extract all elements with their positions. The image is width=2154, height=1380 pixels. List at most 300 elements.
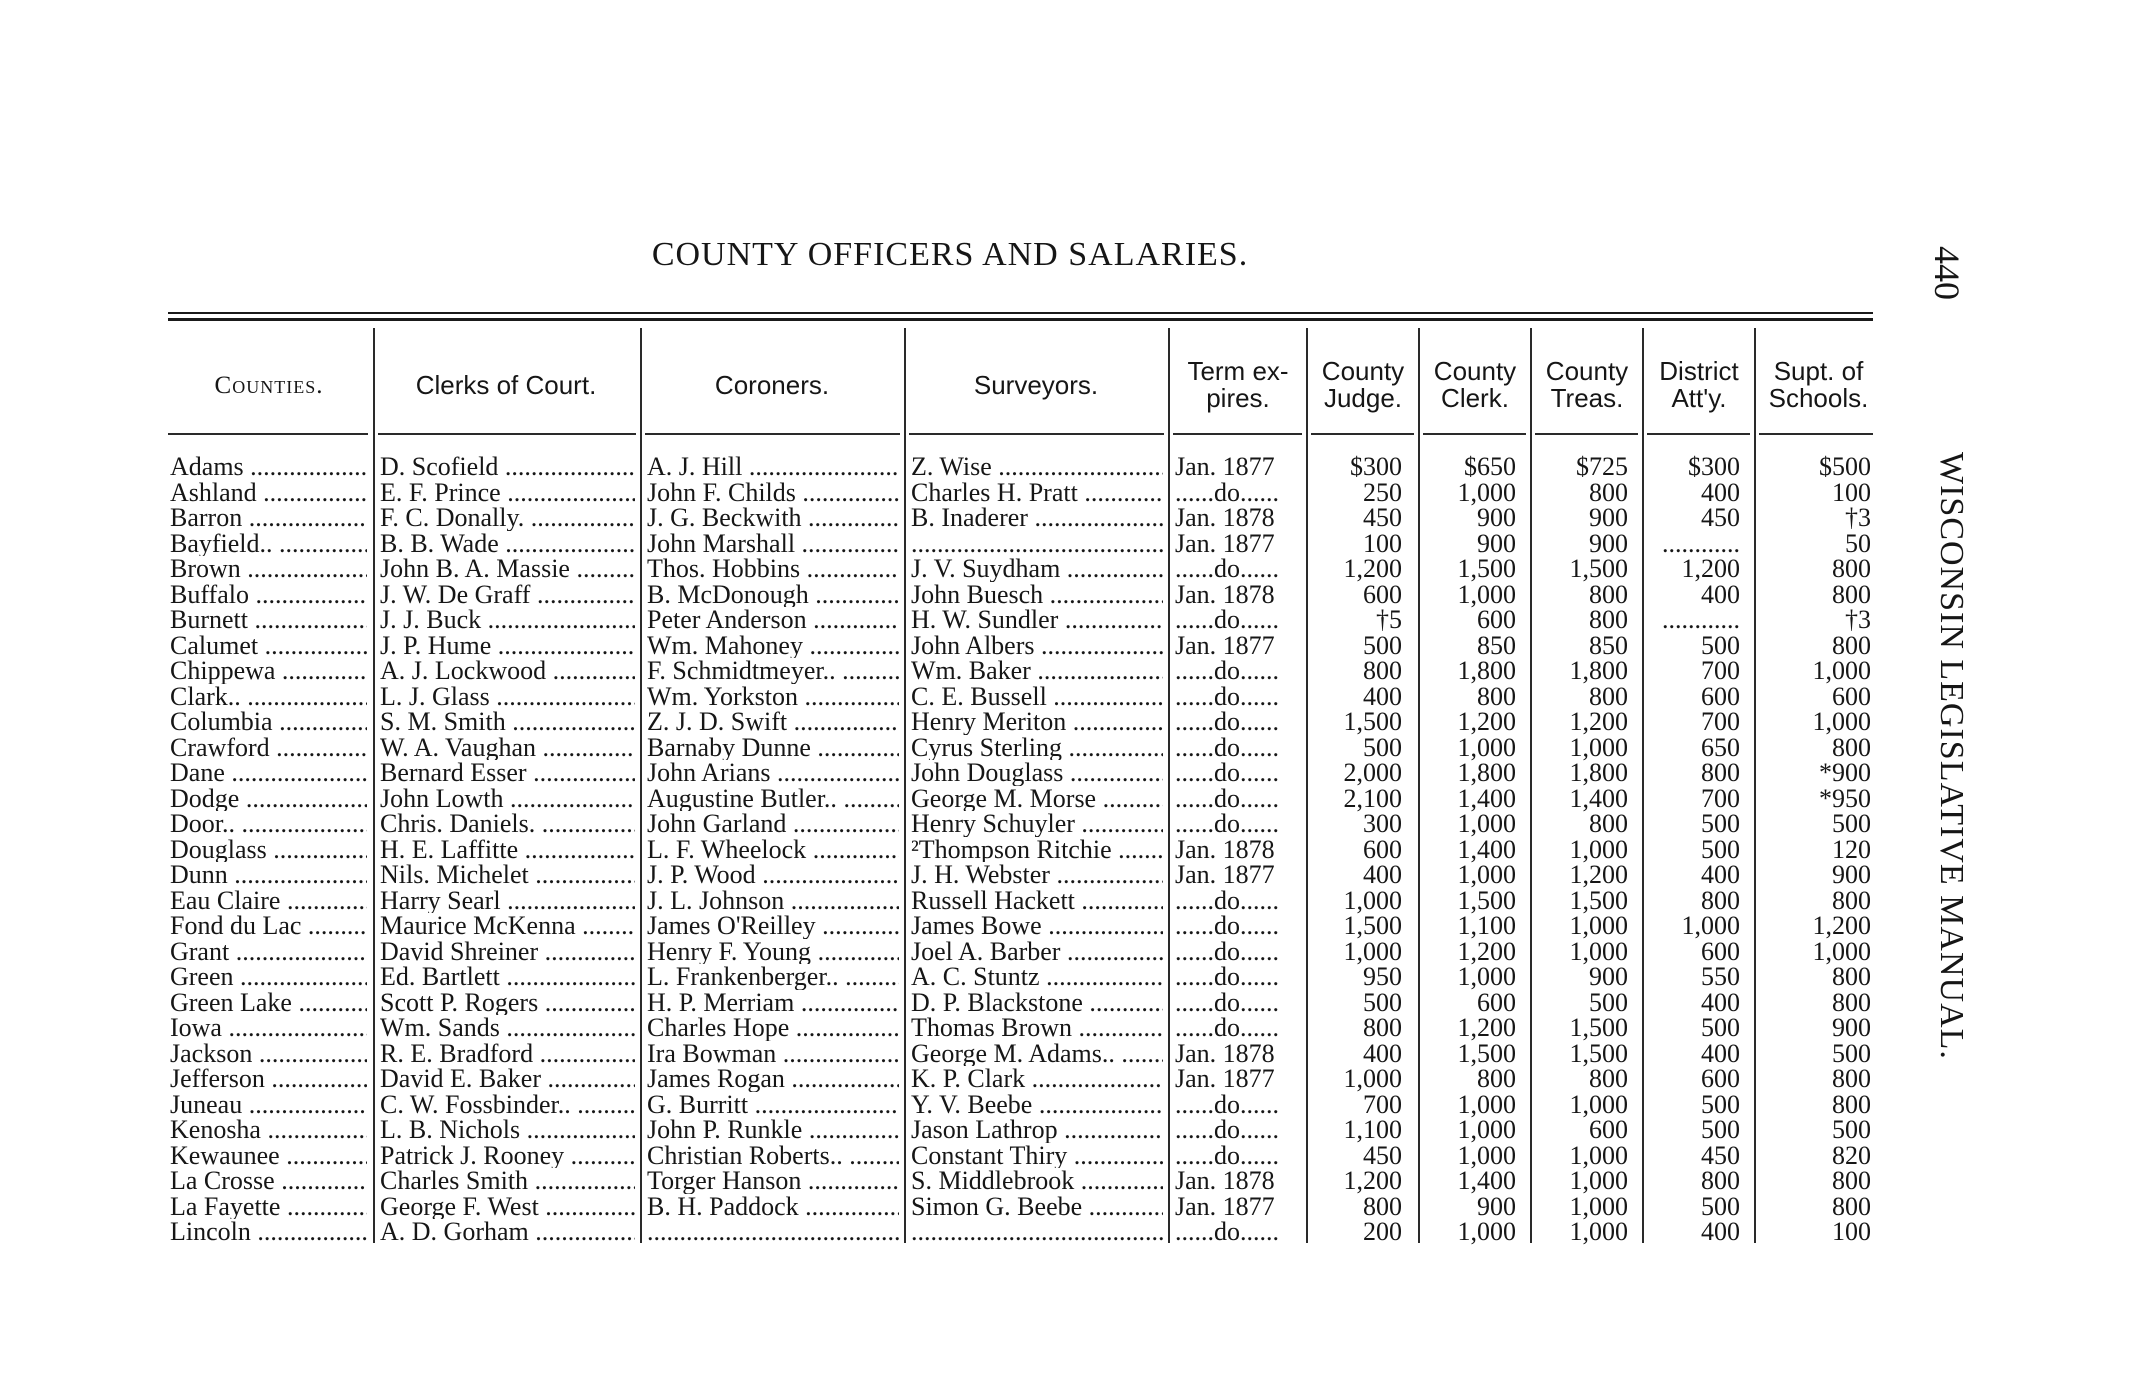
county-judge-cell: 800 — [1363, 1013, 1402, 1042]
coroner-cell: James O'Reilley ..... — [647, 913, 899, 939]
column-divider — [904, 328, 906, 1243]
district-attorney-cell: 600 — [1701, 1064, 1740, 1093]
county-clerk-cell: 1,000 — [1457, 579, 1516, 609]
top-rule-thin — [168, 312, 1873, 314]
coroner-cell: John Marshall ..... — [647, 531, 899, 557]
county-judge-cell: $300 — [1350, 452, 1402, 481]
header-rule — [1423, 433, 1526, 435]
coroner-cell: Wm. Mahoney ..... — [647, 633, 899, 659]
county-cell: Kewaunee ..... — [170, 1143, 367, 1169]
county-clerk-cell: 850 — [1477, 630, 1516, 660]
county-cell: Iowa ..... — [170, 1015, 367, 1041]
column-divider — [373, 328, 375, 1243]
county-cell: Calumet ..... — [170, 633, 367, 659]
supt-schools-cell: 820 — [1832, 1140, 1871, 1170]
supt-schools-cell: 100 — [1832, 1217, 1871, 1246]
term-expires-cell: ......do...... — [1175, 683, 1279, 709]
coroner-cell: Ira Bowman ..... — [647, 1041, 899, 1067]
district-attorney-cell: 800 — [1701, 758, 1740, 787]
header-rule — [378, 433, 636, 435]
clerk-of-court-cell: F. C. Donally. ..... — [380, 505, 635, 531]
district-attorney-cell: 1,000 — [1681, 911, 1740, 940]
county-treasurer-cell: 800 — [1589, 681, 1628, 711]
county-clerk-cell: 1,200 — [1457, 707, 1516, 736]
county-cell: Chippewa ..... — [170, 658, 367, 684]
county-judge-cell: 600 — [1363, 834, 1402, 864]
county-treasurer-cell: 1,000 — [1569, 1191, 1628, 1221]
column-header-district-attorney: District Att'y. — [1659, 356, 1739, 413]
coroner-cell: John P. Runkle ..... — [647, 1117, 899, 1143]
clerk-of-court-cell: S. M. Smith ..... — [380, 709, 635, 735]
county-judge-cell: 1,100 — [1343, 1115, 1402, 1144]
column-divider — [1754, 328, 1756, 1243]
county-judge-cell: 1,000 — [1343, 1064, 1402, 1093]
county-clerk-cell: 1,800 — [1457, 758, 1516, 787]
term-expires-cell: ......do...... — [1175, 1015, 1279, 1041]
column-header-county-clerk: County Clerk. — [1433, 356, 1517, 413]
district-attorney-cell: 600 — [1701, 936, 1740, 966]
coroner-cell: James Rogan ..... — [647, 1066, 899, 1092]
supt-schools-cell: 800 — [1832, 579, 1871, 609]
county-treasurer-cell: 800 — [1589, 1064, 1628, 1093]
county-judge-cell: 800 — [1363, 656, 1402, 685]
county-cell: Columbia ..... — [170, 709, 367, 735]
surveyor-cell: C. E. Bussell ..... — [911, 684, 1163, 710]
district-attorney-cell: 800 — [1701, 885, 1740, 915]
county-cell: Lincoln ..... — [170, 1219, 367, 1245]
clerk-of-court-cell: Maurice McKenna ..... — [380, 913, 635, 939]
clerk-of-court-cell: Bernard Esser ..... — [380, 760, 635, 786]
clerk-of-court-cell: Wm. Sands ..... — [380, 1015, 635, 1041]
clerk-of-court-cell: Charles Smith ..... — [380, 1168, 635, 1194]
term-expires-cell: ......do...... — [1175, 1117, 1279, 1143]
county-clerk-cell: 600 — [1477, 605, 1516, 634]
county-treasurer-cell: 500 — [1589, 987, 1628, 1017]
term-expires-cell: ......do...... — [1175, 760, 1279, 786]
surveyor-cell: S. Middlebrook ..... — [911, 1168, 1163, 1194]
county-judge-cell: 2,100 — [1343, 783, 1402, 813]
column-divider — [1306, 328, 1308, 1243]
county-cell: Douglass ..... — [170, 837, 367, 863]
header-rule — [645, 433, 900, 435]
clerk-of-court-cell: J. P. Hume ..... — [380, 633, 635, 659]
county-judge-cell: 400 — [1363, 860, 1402, 889]
term-expires-cell: ......do...... — [1175, 1091, 1279, 1117]
clerk-of-court-cell: R. E. Bradford ..... — [380, 1041, 635, 1067]
county-treasurer-cell: 1,500 — [1569, 1038, 1628, 1068]
column-header-surveyor: Surveyors. — [973, 369, 1099, 400]
surveyor-cell: D. P. Blackstone ..... — [911, 990, 1163, 1016]
district-attorney-cell: 500 — [1701, 834, 1740, 864]
coroner-cell: H. P. Merriam ..... — [647, 990, 899, 1016]
supt-schools-cell: *950 — [1819, 783, 1871, 813]
term-expires-cell: Jan. 1878 — [1175, 505, 1275, 531]
supt-schools-cell: 500 — [1832, 1115, 1871, 1144]
coroner-cell: John Arians ..... — [647, 760, 899, 786]
coroner-cell: Z. J. D. Swift ..... — [647, 709, 899, 735]
clerk-of-court-cell: W. A. Vaughan ..... — [380, 735, 635, 761]
county-cell: Door.. ..... — [170, 811, 367, 837]
surveyor-cell: H. W. Sundler ..... — [911, 607, 1163, 633]
surveyor-cell: Cyrus Sterling ..... — [911, 735, 1163, 761]
column-divider — [640, 328, 642, 1243]
clerk-of-court-cell: David Shreiner ..... — [380, 939, 635, 965]
running-side-title: WISCONSIN LEGISLATIVE MANUAL. — [1933, 452, 1970, 1060]
county-judge-cell: 1,500 — [1343, 911, 1402, 940]
page-number: 440 — [1927, 246, 1967, 300]
term-expires-cell: ......do...... — [1175, 734, 1279, 760]
supt-schools-cell: †3 — [1845, 503, 1871, 532]
county-cell: Jefferson ..... — [170, 1066, 367, 1092]
coroner-cell: F. Schmidtmeyer.. ..... — [647, 658, 899, 684]
county-judge-cell: 400 — [1363, 1038, 1402, 1068]
county-treasurer-cell: 1,500 — [1569, 1013, 1628, 1042]
supt-schools-cell: 800 — [1832, 1089, 1871, 1119]
county-clerk-cell: 1,000 — [1457, 860, 1516, 889]
supt-schools-cell: 800 — [1832, 885, 1871, 915]
surveyor-cell: John Buesch ..... — [911, 582, 1163, 608]
clerk-of-court-cell: E. F. Prince ..... — [380, 480, 635, 506]
county-treasurer-cell: 1,800 — [1569, 758, 1628, 787]
surveyor-cell: J. H. Webster ..... — [911, 862, 1163, 888]
county-clerk-cell: 800 — [1477, 1064, 1516, 1093]
county-treasurer-cell: 800 — [1589, 477, 1628, 507]
surveyor-cell: George M. Morse ..... — [911, 786, 1163, 812]
county-judge-cell: 2,000 — [1343, 758, 1402, 787]
surveyor-cell: K. P. Clark ..... — [911, 1066, 1163, 1092]
county-clerk-cell: 1,000 — [1457, 732, 1516, 762]
county-cell: Buffalo ..... — [170, 582, 367, 608]
county-judge-cell: 250 — [1363, 477, 1402, 507]
surveyor-cell: Jason Lathrop ..... — [911, 1117, 1163, 1143]
county-judge-cell: 800 — [1363, 1191, 1402, 1221]
district-attorney-cell: 400 — [1701, 860, 1740, 889]
supt-schools-cell: 50 — [1845, 528, 1871, 558]
surveyor-cell: George M. Adams.. ..... — [911, 1041, 1163, 1067]
county-clerk-cell: 1,000 — [1457, 962, 1516, 991]
coroner-cell: L. F. Wheelock ..... — [647, 837, 899, 863]
coroner-cell: Peter Anderson ..... — [647, 607, 899, 633]
surveyor-cell — [911, 531, 1163, 557]
district-attorney-cell: 700 — [1701, 707, 1740, 736]
supt-schools-cell: 800 — [1832, 1064, 1871, 1093]
column-header-clerk-of-court: Clerks of Court. — [415, 369, 597, 400]
county-clerk-cell: 1,500 — [1457, 885, 1516, 915]
clerk-of-court-cell: H. E. Laffitte ..... — [380, 837, 635, 863]
surveyor-cell: Constant Thiry ..... — [911, 1143, 1163, 1169]
district-attorney-cell: 500 — [1701, 1013, 1740, 1042]
term-expires-cell: ......do...... — [1175, 607, 1279, 633]
column-header-term-expires: Term ex- pires. — [1187, 356, 1289, 413]
coroner-cell: Barnaby Dunne ..... — [647, 735, 899, 761]
county-cell: Bayfield.. ..... — [170, 531, 367, 557]
surveyor-cell: Thomas Brown ..... — [911, 1015, 1163, 1041]
county-judge-cell: 1,500 — [1343, 707, 1402, 736]
supt-schools-cell: 100 — [1832, 477, 1871, 507]
surveyor-cell: Simon G. Beebe ..... — [911, 1194, 1163, 1220]
district-attorney-cell: 500 — [1701, 630, 1740, 660]
county-cell: La Crosse ..... — [170, 1168, 367, 1194]
coroner-cell: Christian Roberts.. ..... — [647, 1143, 899, 1169]
county-cell: Brown ..... — [170, 556, 367, 582]
surveyor-cell: Y. V. Beebe ..... — [911, 1092, 1163, 1118]
surveyor-cell: Joel A. Barber ..... — [911, 939, 1163, 965]
surveyor-cell: B. Inaderer ..... — [911, 505, 1163, 531]
supt-schools-cell: 800 — [1832, 554, 1871, 583]
clerk-of-court-cell: A. J. Lockwood ..... — [380, 658, 635, 684]
supt-schools-cell: 1,000 — [1812, 936, 1871, 966]
county-cell: Dodge ..... — [170, 786, 367, 812]
term-expires-cell: ......do...... — [1175, 887, 1279, 913]
county-clerk-cell: 600 — [1477, 987, 1516, 1017]
district-attorney-cell: 400 — [1701, 477, 1740, 507]
column-header-county-treasurer: County Treas. — [1545, 356, 1629, 413]
clerk-of-court-cell: J. W. De Graff ..... — [380, 582, 635, 608]
county-cell: Eau Claire ..... — [170, 888, 367, 914]
coroner-cell: B. McDonough ..... — [647, 582, 899, 608]
clerk-of-court-cell: Harry Searl ..... — [380, 888, 635, 914]
county-judge-cell: 1,200 — [1343, 554, 1402, 583]
county-treasurer-cell: 1,200 — [1569, 707, 1628, 736]
term-expires-cell: Jan. 1878 — [1175, 1168, 1275, 1194]
county-clerk-cell: 1,200 — [1457, 1013, 1516, 1042]
county-judge-cell: †5 — [1376, 605, 1402, 634]
coroner-cell: A. J. Hill ..... — [647, 454, 899, 480]
county-treasurer-cell: 1,400 — [1569, 783, 1628, 813]
county-treasurer-cell: 1,000 — [1569, 1089, 1628, 1119]
district-attorney-cell: 700 — [1701, 656, 1740, 685]
term-expires-cell: Jan. 1877 — [1175, 454, 1275, 480]
column-divider — [1168, 328, 1170, 1243]
supt-schools-cell: 900 — [1832, 1013, 1871, 1042]
county-treasurer-cell: 800 — [1589, 605, 1628, 634]
supt-schools-cell: 1,000 — [1812, 656, 1871, 685]
county-treasurer-cell: $725 — [1576, 452, 1628, 481]
district-attorney-cell: 800 — [1701, 1166, 1740, 1195]
term-expires-cell: ......do...... — [1175, 556, 1279, 582]
surveyor-cell: James Bowe ..... — [911, 913, 1163, 939]
county-judge-cell: 500 — [1363, 630, 1402, 660]
county-clerk-cell: 900 — [1477, 1191, 1516, 1221]
supt-schools-cell: 800 — [1832, 962, 1871, 991]
coroner-cell: J. P. Wood ..... — [647, 862, 899, 888]
term-expires-cell: ......do...... — [1175, 658, 1279, 684]
county-cell: Dunn ..... — [170, 862, 367, 888]
supt-schools-cell: †3 — [1845, 605, 1871, 634]
district-attorney-cell: 600 — [1701, 681, 1740, 711]
surveyor-cell: Wm. Baker ..... — [911, 658, 1163, 684]
county-treasurer-cell: 1,000 — [1569, 911, 1628, 940]
county-cell: Clark.. ..... — [170, 684, 367, 710]
county-treasurer-cell: 1,000 — [1569, 1140, 1628, 1170]
county-treasurer-cell: 1,200 — [1569, 860, 1628, 889]
term-expires-cell: ......do...... — [1175, 785, 1279, 811]
term-expires-cell: ......do...... — [1175, 479, 1279, 505]
county-judge-cell: 200 — [1363, 1217, 1402, 1246]
county-treasurer-cell: 1,000 — [1569, 732, 1628, 762]
supt-schools-cell: 800 — [1832, 1166, 1871, 1195]
surveyor-cell: Z. Wise ..... — [911, 454, 1163, 480]
county-cell: Crawford ..... — [170, 735, 367, 761]
county-treasurer-cell: 1,800 — [1569, 656, 1628, 685]
term-expires-cell: Jan. 1877 — [1175, 862, 1275, 888]
county-cell: La Fayette ..... — [170, 1194, 367, 1220]
county-cell: Grant ..... — [170, 939, 367, 965]
county-clerk-cell: $650 — [1464, 452, 1516, 481]
column-divider — [1642, 328, 1644, 1243]
county-cell: Barron ..... — [170, 505, 367, 531]
county-treasurer-cell: 900 — [1589, 528, 1628, 558]
term-expires-cell: Jan. 1877 — [1175, 1066, 1275, 1092]
county-judge-cell: 400 — [1363, 681, 1402, 711]
county-cell: Adams ..... — [170, 454, 367, 480]
term-expires-cell: Jan. 1878 — [1175, 581, 1275, 607]
column-header-county-judge: County Judge. — [1321, 356, 1405, 413]
term-expires-cell: ......do...... — [1175, 913, 1279, 939]
clerk-of-court-cell: Patrick J. Rooney ..... — [380, 1143, 635, 1169]
county-clerk-cell: 1,000 — [1457, 1140, 1516, 1170]
county-clerk-cell: 1,400 — [1457, 783, 1516, 813]
county-treasurer-cell: 1,000 — [1569, 1217, 1628, 1246]
coroner-cell: John F. Childs ..... — [647, 480, 899, 506]
county-clerk-cell: 1,500 — [1457, 554, 1516, 583]
district-attorney-cell: 500 — [1701, 809, 1740, 838]
county-clerk-cell: 800 — [1477, 681, 1516, 711]
clerk-of-court-cell: Ed. Bartlett ..... — [380, 964, 635, 990]
district-attorney-cell: 400 — [1701, 1217, 1740, 1246]
district-attorney-cell: 450 — [1701, 1140, 1740, 1170]
supt-schools-cell: 800 — [1832, 630, 1871, 660]
county-treasurer-cell: 1,500 — [1569, 554, 1628, 583]
clerk-of-court-cell: L. J. Glass ..... — [380, 684, 635, 710]
county-clerk-cell: 900 — [1477, 528, 1516, 558]
clerk-of-court-cell: D. Scofield ..... — [380, 454, 635, 480]
county-treasurer-cell: 900 — [1589, 503, 1628, 532]
term-expires-cell: ......do...... — [1175, 811, 1279, 837]
column-divider — [1530, 328, 1532, 1243]
clerk-of-court-cell: Chris. Daniels. ..... — [380, 811, 635, 837]
supt-schools-cell: 120 — [1832, 834, 1871, 864]
coroner-cell: Henry F. Young ..... — [647, 939, 899, 965]
coroner-cell: J. L. Johnson ..... — [647, 888, 899, 914]
header-rule — [1173, 433, 1302, 435]
county-treasurer-cell: 1,000 — [1569, 834, 1628, 864]
header-rule — [1535, 433, 1638, 435]
county-clerk-cell: 1,200 — [1457, 936, 1516, 966]
column-header-county: Counties. — [214, 371, 324, 399]
surveyor-cell: Russell Hackett ..... — [911, 888, 1163, 914]
county-clerk-cell: 1,000 — [1457, 809, 1516, 838]
county-judge-cell: 500 — [1363, 987, 1402, 1017]
county-treasurer-cell: 1,000 — [1569, 1166, 1628, 1195]
county-treasurer-cell: 900 — [1589, 962, 1628, 991]
term-expires-cell: ......do...... — [1175, 1142, 1279, 1168]
county-judge-cell: 450 — [1363, 503, 1402, 532]
column-divider — [1418, 328, 1420, 1243]
county-cell: Kenosha ..... — [170, 1117, 367, 1143]
district-attorney-cell: ............ — [1662, 528, 1740, 558]
county-clerk-cell: 1,000 — [1457, 1217, 1516, 1246]
county-cell: Green ..... — [170, 964, 367, 990]
term-expires-cell: Jan. 1877 — [1175, 1193, 1275, 1219]
term-expires-cell: Jan. 1877 — [1175, 530, 1275, 556]
county-clerk-cell: 1,000 — [1457, 1115, 1516, 1144]
county-judge-cell: 1,000 — [1343, 885, 1402, 915]
county-clerk-cell: 1,100 — [1457, 911, 1516, 940]
column-header-superintendent-schools: Supt. of Schools. — [1768, 356, 1869, 413]
clerk-of-court-cell: L. B. Nichols ..... — [380, 1117, 635, 1143]
coroner-cell: Augustine Butler.. ..... — [647, 786, 899, 812]
district-attorney-cell: 700 — [1701, 783, 1740, 813]
county-cell: Ashland ..... — [170, 480, 367, 506]
term-expires-cell: ......do...... — [1175, 964, 1279, 990]
county-clerk-cell: 1,400 — [1457, 834, 1516, 864]
district-attorney-cell: 400 — [1701, 1038, 1740, 1068]
district-attorney-cell: 400 — [1701, 987, 1740, 1017]
county-cell: Dane ..... — [170, 760, 367, 786]
clerk-of-court-cell: John Lowth ..... — [380, 786, 635, 812]
clerk-of-court-cell: A. D. Gorham ..... — [380, 1219, 635, 1245]
term-expires-cell: ......do...... — [1175, 1219, 1279, 1245]
coroner-cell: John Garland ..... — [647, 811, 899, 837]
column-header-coroner: Coroners. — [714, 369, 830, 400]
supt-schools-cell: 500 — [1832, 809, 1871, 838]
county-judge-cell: 450 — [1363, 1140, 1402, 1170]
supt-schools-cell: *900 — [1819, 758, 1871, 787]
term-expires-cell: Jan. 1878 — [1175, 836, 1275, 862]
county-clerk-cell: 1,000 — [1457, 1089, 1516, 1119]
top-rule-thick — [168, 318, 1873, 321]
clerk-of-court-cell: Nils. Michelet ..... — [380, 862, 635, 888]
header-rule — [1759, 433, 1873, 435]
surveyor-cell: ²Thompson Ritchie ..... — [911, 837, 1163, 863]
coroner-cell: Thos. Hobbins ..... — [647, 556, 899, 582]
coroner-cell: Wm. Yorkston ..... — [647, 684, 899, 710]
county-clerk-cell: 1,800 — [1457, 656, 1516, 685]
county-judge-cell: 1,000 — [1343, 936, 1402, 966]
county-clerk-cell: 1,000 — [1457, 477, 1516, 507]
county-cell: Jackson ..... — [170, 1041, 367, 1067]
county-judge-cell: 700 — [1363, 1089, 1402, 1119]
coroner-cell — [647, 1219, 899, 1245]
district-attorney-cell: 500 — [1701, 1115, 1740, 1144]
county-judge-cell: 100 — [1363, 528, 1402, 558]
term-expires-cell: Jan. 1878 — [1175, 1040, 1275, 1066]
page-title: COUNTY OFFICERS AND SALARIES. — [651, 236, 1249, 273]
county-clerk-cell: 1,500 — [1457, 1038, 1516, 1068]
supt-schools-cell: 800 — [1832, 732, 1871, 762]
district-attorney-cell: $300 — [1688, 452, 1740, 481]
header-rule — [168, 433, 368, 435]
surveyor-cell: Charles H. Pratt ..... — [911, 480, 1163, 506]
county-cell: Fond du Lac ..... — [170, 913, 367, 939]
supt-schools-cell: 1,000 — [1812, 707, 1871, 736]
supt-schools-cell: 800 — [1832, 1191, 1871, 1221]
county-cell: Burnett ..... — [170, 607, 367, 633]
clerk-of-court-cell: John B. A. Massie ..... — [380, 556, 635, 582]
district-attorney-cell: 1,200 — [1681, 554, 1740, 583]
clerk-of-court-cell: David E. Baker ..... — [380, 1066, 635, 1092]
surveyor-cell — [911, 1219, 1163, 1245]
county-clerk-cell: 900 — [1477, 503, 1516, 532]
surveyor-cell: Henry Schuyler ..... — [911, 811, 1163, 837]
coroner-cell: J. G. Beckwith ..... — [647, 505, 899, 531]
supt-schools-cell: 900 — [1832, 860, 1871, 889]
clerk-of-court-cell: George F. West ..... — [380, 1194, 635, 1220]
county-cell: Green Lake ..... — [170, 990, 367, 1016]
district-attorney-cell: 500 — [1701, 1191, 1740, 1221]
term-expires-cell: ......do...... — [1175, 709, 1279, 735]
